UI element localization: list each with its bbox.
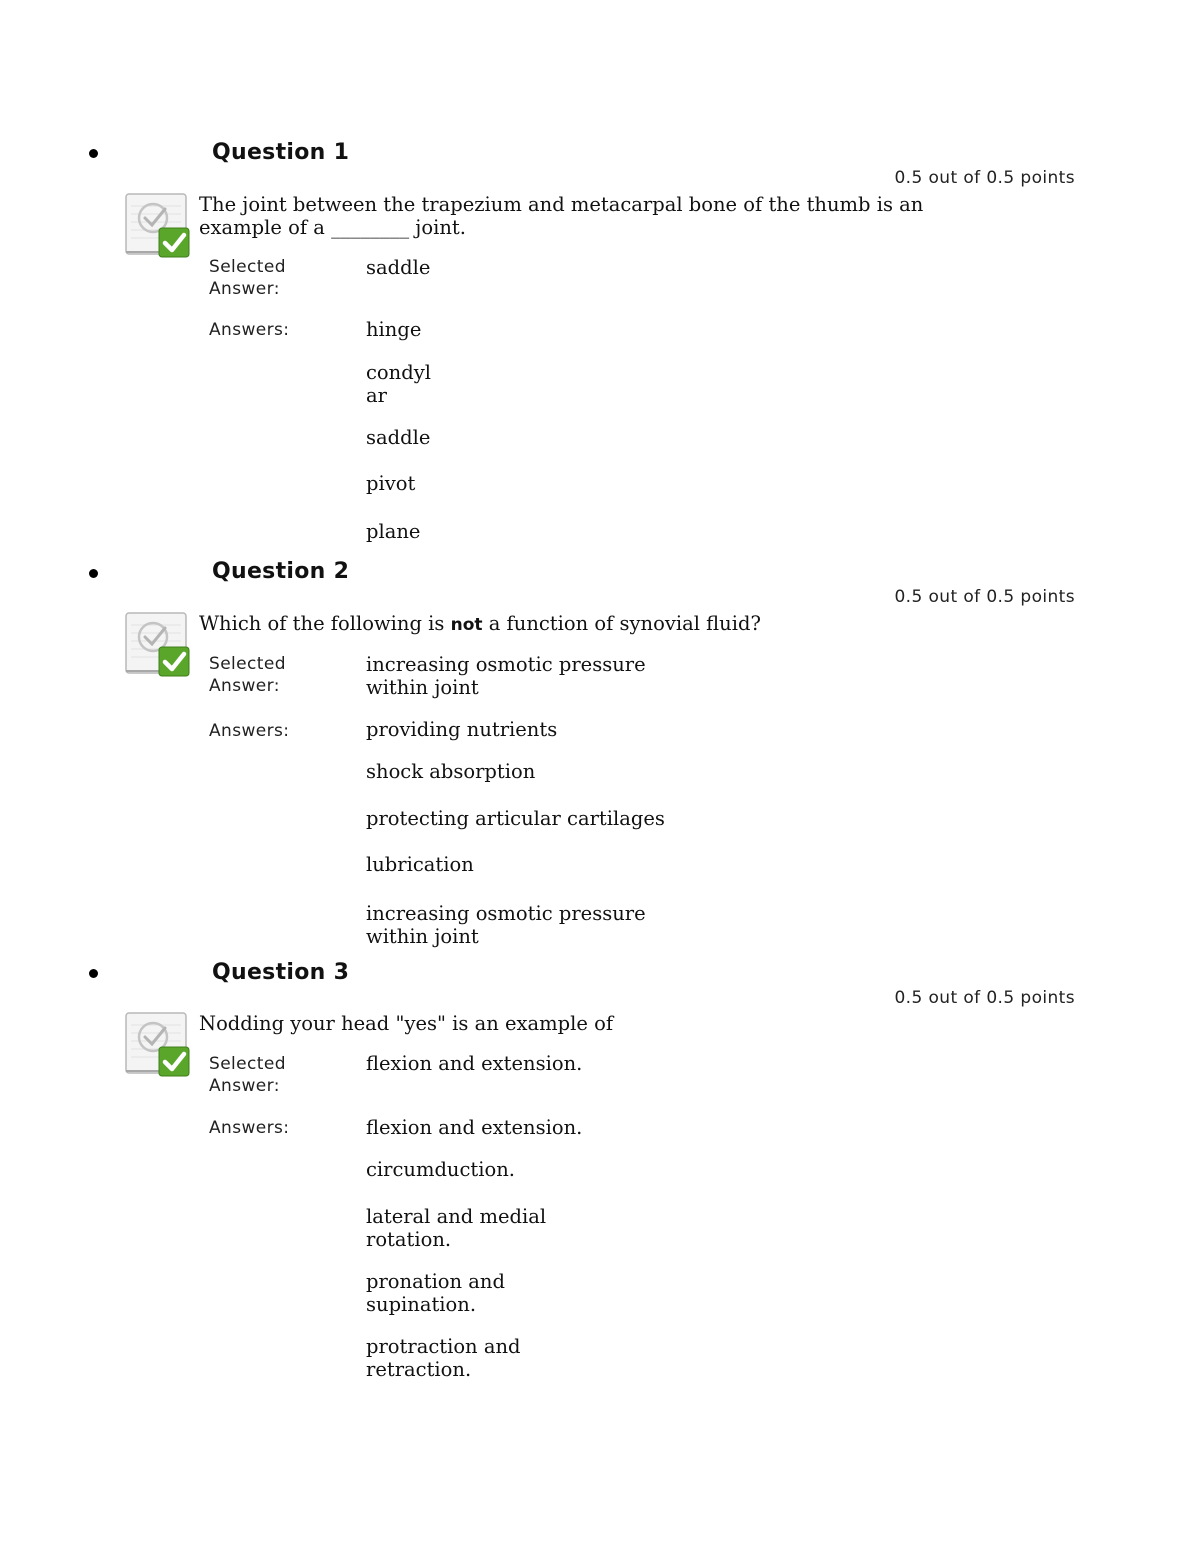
question-text: Which of the following is not a function of synovial fluid? <box>199 612 761 635</box>
answers-label: Answers: <box>209 721 290 741</box>
question-title: Question 2 <box>212 559 350 584</box>
correct-answer-checkmark-icon <box>125 1011 193 1079</box>
answer-option: shock absorption <box>366 760 536 783</box>
answer-option: saddle <box>366 426 431 449</box>
selected-answer: increasing osmotic pressure within joint <box>366 653 646 699</box>
answer-option: lubrication <box>366 853 474 876</box>
question-text: The joint between the trapezium and metacarpal bone of the thumb is an example of a ________ joint. <box>199 193 924 239</box>
answer-option: protecting articular cartilages <box>366 807 665 830</box>
answers-label: Answers: <box>209 1118 290 1138</box>
selected-answer-label: Selected Answer: <box>209 654 286 696</box>
bullet <box>89 149 98 158</box>
question-title: Question 1 <box>212 140 350 165</box>
question-points: 0.5 out of 0.5 points <box>894 988 1075 1008</box>
question-title: Question 3 <box>212 960 350 985</box>
selected-answer: flexion and extension. <box>366 1052 583 1075</box>
selected-answer-label: Selected Answer: <box>209 1054 286 1096</box>
correct-answer-checkmark-icon <box>125 192 193 260</box>
bullet <box>89 569 98 578</box>
correct-answer-checkmark-icon <box>125 611 193 679</box>
question-points: 0.5 out of 0.5 points <box>894 587 1075 607</box>
answer-option: hinge <box>366 318 422 341</box>
question-points: 0.5 out of 0.5 points <box>894 168 1075 188</box>
answer-option: condylar <box>366 361 431 407</box>
selected-answer: saddle <box>366 256 431 279</box>
answer-option: protraction and retraction. <box>366 1335 521 1381</box>
answer-option: flexion and extension. <box>366 1116 583 1139</box>
answers-label: Answers: <box>209 320 290 340</box>
answer-option: pivot <box>366 472 416 495</box>
selected-answer-label: Selected Answer: <box>209 257 286 299</box>
answer-option: providing nutrients <box>366 718 558 741</box>
answer-blank: ________ <box>331 216 410 239</box>
answer-option: circumduction. <box>366 1158 515 1181</box>
question-text: Nodding your head "yes" is an example of <box>199 1012 614 1035</box>
answer-option: increasing osmotic pressure within joint <box>366 902 646 948</box>
bullet <box>89 969 98 978</box>
answer-option: lateral and medial rotation. <box>366 1205 547 1251</box>
answer-option: plane <box>366 520 421 543</box>
emphasis-not: not <box>450 615 483 635</box>
answer-option: pronation and supination. <box>366 1270 505 1316</box>
